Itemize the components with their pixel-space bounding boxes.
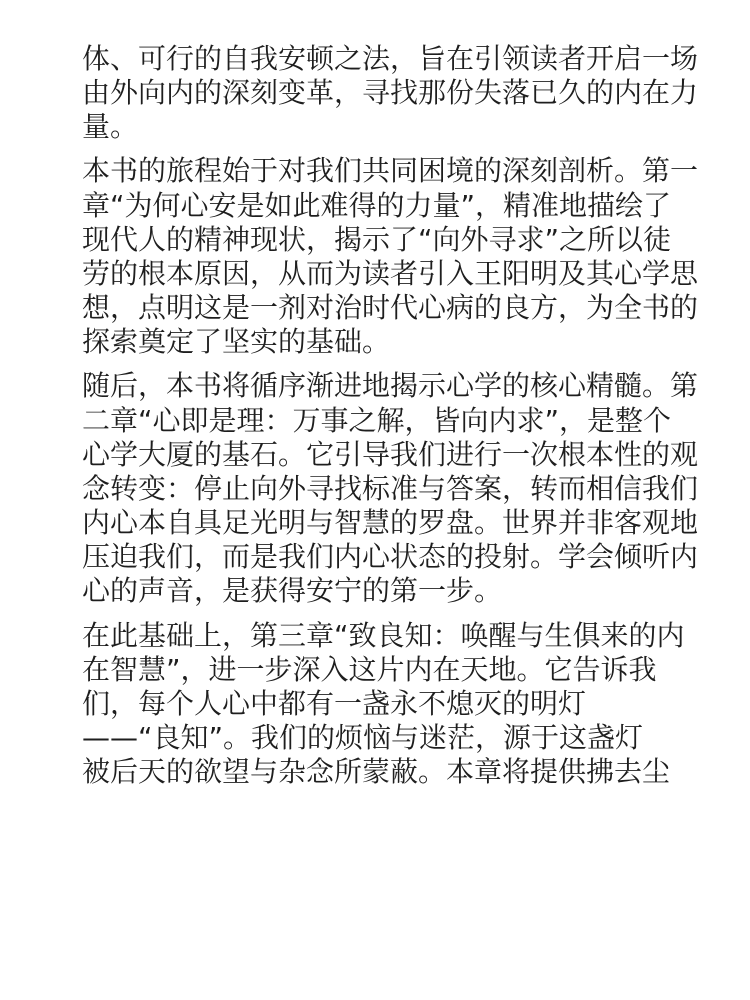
paragraph-2 — [82, 154, 699, 359]
text-line: 心学大厦的基石。它引导我们进行一次根本性的观 — [82, 437, 699, 471]
text-line: 本书的旅程始于对我们共同困境的深刻剖析。第一 — [82, 154, 699, 188]
paragraph-3 — [82, 369, 699, 608]
text-line: 体、可行的自我安顿之法，旨在引领读者开启一场 — [82, 42, 699, 75]
text-line: ——“良知”。我们的烦恼与迷茫，源于这盏灯 — [82, 720, 644, 754]
text-line: 压迫我们，而是我们内心状态的投射。学会倾听内 — [82, 540, 699, 574]
text-line: 随后，本书将循序渐进地揭示心学的核心精髓。第 — [82, 369, 699, 403]
text-line: 们，每个人心中都有一盏永不熄灭的明灯 — [82, 686, 587, 720]
paragraph-1 — [82, 42, 699, 144]
text-line: 心的声音，是获得安宁的第一步。 — [82, 574, 503, 608]
document-page — [82, 42, 699, 799]
text-line: 想，点明这是一剂对治时代心病的良方，为全书的 — [82, 291, 699, 325]
text-line: 量。 — [82, 110, 139, 144]
text-line: 二章“心即是理：万事之解，皆向内求”，是整个 — [82, 403, 672, 437]
text-line: 现代人的精神现状，揭示了“向外寻求”之所以徒 — [82, 222, 672, 256]
text-line: 内心本自具足光明与智慧的罗盘。世界并非客观地 — [82, 506, 699, 540]
text-line: 在智慧”，进一步深入这片内在天地。它告诉我 — [82, 652, 657, 686]
text-line: 由外向内的深刻变革，寻找那份失落已久的内在力 — [82, 76, 699, 110]
text-line: 劳的根本原因，从而为读者引入王阳明及其心学思 — [82, 256, 699, 290]
paragraph-4 — [82, 619, 692, 790]
text-line: 被后天的欲望与杂念所蒙蔽。本章将提供拂去尘 — [82, 755, 671, 789]
text-line: 探索奠定了坚实的基础。 — [82, 325, 391, 359]
text-line: 在此基础上，第三章“致良知：唤醒与生俱来的内 — [82, 618, 685, 652]
text-line: 章“为何心安是如此难得的力量”，精准地描绘了 — [82, 188, 672, 222]
text-line: 念转变：停止向外寻找标准与答案，转而相信我们 — [82, 471, 699, 505]
